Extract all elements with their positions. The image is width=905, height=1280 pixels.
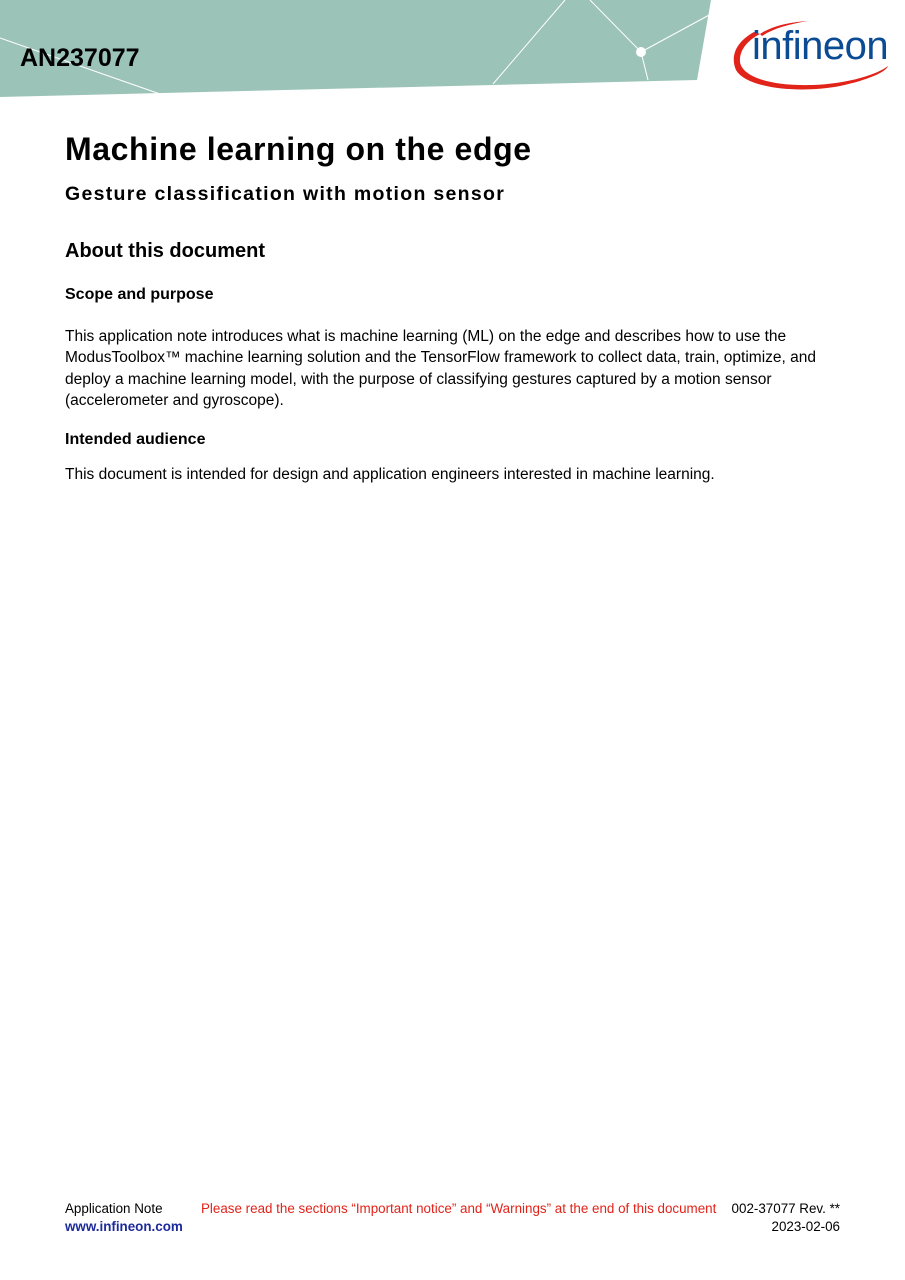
footer-right bbox=[732, 1200, 840, 1236]
footer-website-link[interactable]: www.infineon.com bbox=[65, 1219, 183, 1234]
logo-wordmark: infineon bbox=[752, 24, 889, 68]
audience-paragraph: This document is intended for design and application engineers interested in machine learning. bbox=[65, 466, 715, 483]
doc-number: AN237077 bbox=[20, 44, 140, 72]
footer-doc-type: Application Note bbox=[65, 1201, 163, 1216]
footer bbox=[0, 1200, 905, 1260]
page-subtitle: Gesture classification with motion sensor bbox=[65, 183, 506, 205]
footer-left bbox=[65, 1200, 183, 1236]
page-title: Machine learning on the edge bbox=[65, 131, 532, 167]
footer-notice: Please read the sections “Important notice” and “Warnings” at the end of this document bbox=[201, 1201, 717, 1216]
scope-heading: Scope and purpose bbox=[65, 286, 214, 303]
audience-heading: Intended audience bbox=[65, 431, 206, 448]
about-heading: About this document bbox=[65, 240, 265, 262]
footer-revision: 002-37077 Rev. ** bbox=[731, 1201, 840, 1216]
footer-date: 2023-02-06 bbox=[771, 1219, 840, 1234]
scope-paragraph: This application note introduces what is machine learning (ML) on the edge and describes how to use the ModusToolbox™ machine learning solution and the TensorFlow framework to collect data, train, optimize, and deploy a machine learning model, with the purpose of classifying gestures captured by a motion sensor (accelerometer and gyroscope). bbox=[65, 328, 816, 409]
header-band-node bbox=[636, 47, 646, 57]
